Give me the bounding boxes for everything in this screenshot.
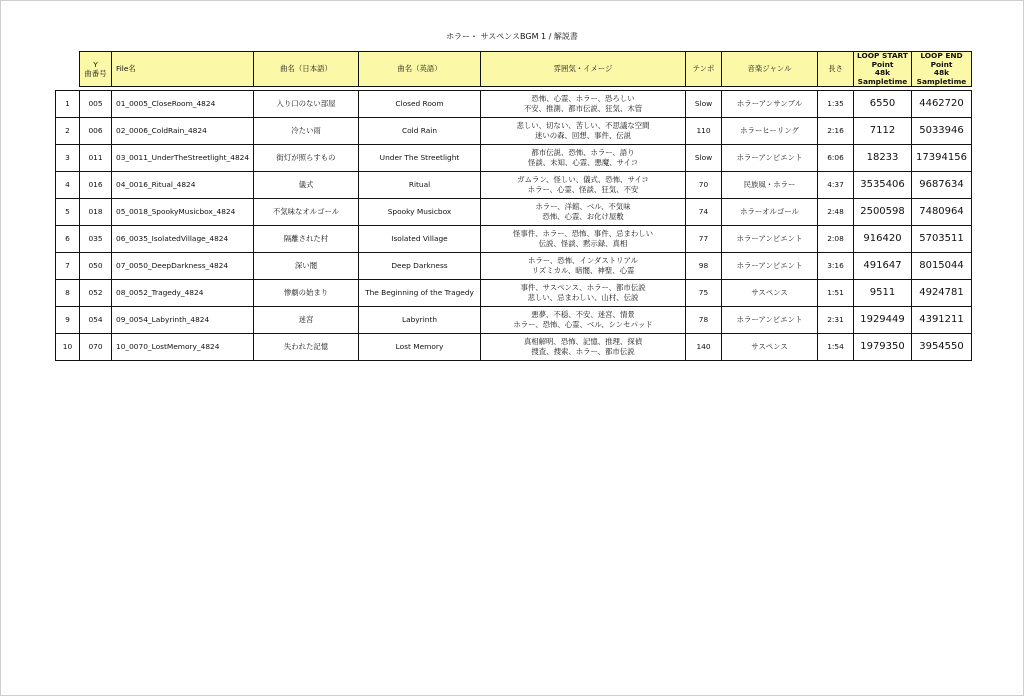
cell-no: 10 [56,334,80,361]
mood-line-1: 悪夢、不穏、不安、迷宮、情景 [531,310,635,320]
cell-loop-end: 5703511 [912,226,972,253]
cell-tempo: 77 [686,226,722,253]
loop-end-line-1: LOOP END [920,51,963,60]
mood-line-2: 捜査、捜索、ホラー、都市伝説 [531,347,635,357]
mood-line-1: 怪事件、ホラー、恐怖、事件、忌まわしい [512,229,654,239]
cell-tempo: 70 [686,172,722,199]
header-song-number [80,52,112,87]
cell-loop-start: 1929449 [854,307,912,334]
cell-no: 2 [56,118,80,145]
mood-line-2: 怪談、未知、心霊、悪魔、サイコ [527,158,639,168]
header-title-en: 曲名（英語） [359,52,481,87]
cell-genre: ホラーアンビエント [722,145,818,172]
mood-line-1: 事件、サスペンス、ホラー、都市伝説 [520,283,646,293]
table-row [56,280,972,307]
cell-length: 4:37 [818,172,854,199]
cell-title-en: Labyrinth [359,307,481,334]
cell-genre: サスペンス [722,334,818,361]
cell-mood [481,199,686,226]
cell-mood [481,226,686,253]
cell-no: 8 [56,280,80,307]
cell-tempo: 78 [686,307,722,334]
loop-start-line-2: Point [871,59,894,69]
cell-tempo: Slow [686,145,722,172]
cell-no: 6 [56,226,80,253]
cell-loop-end: 9687634 [912,172,972,199]
header-file: File名 [112,52,254,87]
cell-title-en: Closed Room [359,91,481,118]
cell-length: 3:16 [818,253,854,280]
cell-title-jp: 深い闇 [254,253,359,280]
cell-song-number: 035 [80,226,112,253]
cell-file: 09_0054_Labyrinth_4824 [112,307,254,334]
cell-loop-end: 17394156 [912,145,972,172]
cell-title-en: The Beginning of the Tragedy [359,280,481,307]
cell-length: 2:08 [818,226,854,253]
header-song-no-label: 曲番号 [84,69,107,79]
cell-length: 1:54 [818,334,854,361]
mood-line-1: ホラー、恐怖、インダストリアル [528,256,638,266]
mood-line-2: 伝説、怪談、黙示録、真相 [538,239,628,249]
cell-title-jp: 失われた記憶 [254,334,359,361]
cell-loop-start: 7112 [854,118,912,145]
cell-title-jp: 不気味なオルゴール [254,199,359,226]
mood-line-2: 悲しい、忌まわしい、山村、伝説 [527,293,639,303]
cell-title-jp: 惨劇の始まり [254,280,359,307]
cell-genre: ホラーアンビエント [722,307,818,334]
cell-file: 07_0050_DeepDarkness_4824 [112,253,254,280]
table-row [56,253,972,280]
cell-loop-start: 6550 [854,91,912,118]
cell-song-number: 054 [80,307,112,334]
table-row [56,91,972,118]
document-title: ホラー・ サスペンスBGM 1 / 解説書 [446,32,578,41]
header-tempo: テンポ [686,52,722,87]
cell-song-number: 018 [80,199,112,226]
cell-no: 1 [56,91,80,118]
cell-title-jp: 冷たい雨 [254,118,359,145]
loop-start-line-3: 48k [874,68,891,78]
cell-title-en: Deep Darkness [359,253,481,280]
cell-genre: ホラーオルゴール [722,199,818,226]
table-row [56,307,972,334]
cell-no: 7 [56,253,80,280]
cell-loop-start: 9511 [854,280,912,307]
mood-line-2: ホラー、恐怖、心霊、ベル、シンセパッド [513,320,653,330]
cell-loop-start: 3535406 [854,172,912,199]
cell-file: 05_0018_SpookyMusicbox_4824 [112,199,254,226]
cell-length: 2:31 [818,307,854,334]
cell-mood [481,334,686,361]
cell-loop-end: 4391211 [912,307,972,334]
cell-genre: サスペンス [722,280,818,307]
bgm-table [55,51,972,361]
loop-end-line-3: 48k [933,68,950,78]
cell-file: 10_0070_LostMemory_4824 [112,334,254,361]
cell-genre: ホラーアンサンブル [722,91,818,118]
cell-loop-end: 4462720 [912,91,972,118]
mood-line-2: リズミカル、暗闇、神聖、心霊 [531,266,635,276]
table-row [56,226,972,253]
cell-no: 3 [56,145,80,172]
cell-loop-end: 5033946 [912,118,972,145]
cell-tempo: 110 [686,118,722,145]
header-loop-end [912,52,972,87]
cell-file: 01_0005_CloseRoom_4824 [112,91,254,118]
cell-loop-start: 916420 [854,226,912,253]
cell-title-jp: 迷宮 [254,307,359,334]
cell-title-jp: 儀式 [254,172,359,199]
cell-song-number: 052 [80,280,112,307]
header-title-jp: 曲名（日本語） [254,52,359,87]
header-mood: 雰囲気・イメージ [481,52,686,87]
cell-title-jp: 入り口のない部屋 [254,91,359,118]
cell-tempo: 140 [686,334,722,361]
header-row [56,52,972,87]
table-row [56,334,972,361]
cell-file: 06_0035_IsolatedVillage_4824 [112,226,254,253]
cell-length: 6:06 [818,145,854,172]
cell-file: 02_0006_ColdRain_4824 [112,118,254,145]
cell-title-en: Ritual [359,172,481,199]
cell-loop-start: 1979350 [854,334,912,361]
cell-mood [481,172,686,199]
cell-title-en: Lost Memory [359,334,481,361]
cell-song-number: 070 [80,334,112,361]
cell-song-number: 050 [80,253,112,280]
cell-loop-end: 7480964 [912,199,972,226]
table-row [56,199,972,226]
cell-mood [481,118,686,145]
cell-tempo: 75 [686,280,722,307]
cell-mood [481,145,686,172]
loop-start-line-1: LOOP START [857,51,908,60]
cell-mood [481,91,686,118]
table-body [56,91,972,361]
cell-title-en: Under The Streetlight [359,145,481,172]
cell-file: 08_0052_Tragedy_4824 [112,280,254,307]
table-row [56,118,972,145]
cell-length: 2:16 [818,118,854,145]
mood-line-1: ホラー、洋館、ベル、不気味 [535,202,631,212]
cell-tempo: 74 [686,199,722,226]
cell-loop-start: 18233 [854,145,912,172]
cell-genre: ホラーアンビエント [722,253,818,280]
mood-line-2: ホラー、心霊、怪談、狂気、不安 [527,185,639,195]
cell-song-number: 016 [80,172,112,199]
cell-title-jp: 隔離された村 [254,226,359,253]
table-row [56,145,972,172]
header-genre: 音楽ジャンル [722,52,818,87]
header-y-label: Y [93,59,98,69]
cell-mood [481,253,686,280]
table-row [56,172,972,199]
mood-line-2: 迷いの森、回想、事件、伝説 [534,131,632,141]
cell-title-en: Cold Rain [359,118,481,145]
mood-line-1: ガムラン、怪しい、儀式、恐怖、サイコ [517,175,649,185]
cell-mood [481,280,686,307]
mood-line-2: 不安、推測、都市伝説、狂気、木管 [523,104,643,114]
cell-loop-start: 2500598 [854,199,912,226]
cell-title-en: Isolated Village [359,226,481,253]
cell-title-jp: 街灯が照らすもの [254,145,359,172]
cell-length: 1:35 [818,91,854,118]
cell-loop-start: 491647 [854,253,912,280]
cell-no: 4 [56,172,80,199]
cell-file: 03_0011_UnderTheStreetlight_4824 [112,145,254,172]
cell-song-number: 006 [80,118,112,145]
loop-end-line-2: Point [930,59,953,69]
header-length: 長さ [818,52,854,87]
cell-mood [481,307,686,334]
cell-tempo: 98 [686,253,722,280]
cell-tempo: Slow [686,91,722,118]
cell-length: 1:51 [818,280,854,307]
cell-loop-end: 3954550 [912,334,972,361]
cell-loop-end: 4924781 [912,280,972,307]
mood-line-1: 都市伝説、恐怖、ホラー、語り [531,148,635,158]
cell-loop-end: 8015044 [912,253,972,280]
mood-line-1: 真相解明、恐怖、記憶、推理、探偵 [523,337,643,347]
cell-song-number: 005 [80,91,112,118]
header-loop-start [854,52,912,87]
cell-genre: ホラーアンビエント [722,226,818,253]
cell-song-number: 011 [80,145,112,172]
cell-length: 2:48 [818,199,854,226]
cell-genre: 民族風・ホラー [722,172,818,199]
header-no [56,52,80,87]
mood-line-2: 恐怖、心霊、お化け屋敷 [542,212,624,222]
cell-file: 04_0016_Ritual_4824 [112,172,254,199]
cell-title-en: Spooky Musicbox [359,199,481,226]
cell-genre: ホラーヒーリング [722,118,818,145]
cell-no: 5 [56,199,80,226]
loop-start-line-4: Sampletime [857,76,908,86]
mood-line-1: 恐怖、心霊、ホラー、恐ろしい [531,94,635,104]
cell-no: 9 [56,307,80,334]
loop-end-line-4: Sampletime [916,76,967,86]
mood-line-1: 悲しい、切ない、苦しい、不思議な空間 [516,121,650,131]
